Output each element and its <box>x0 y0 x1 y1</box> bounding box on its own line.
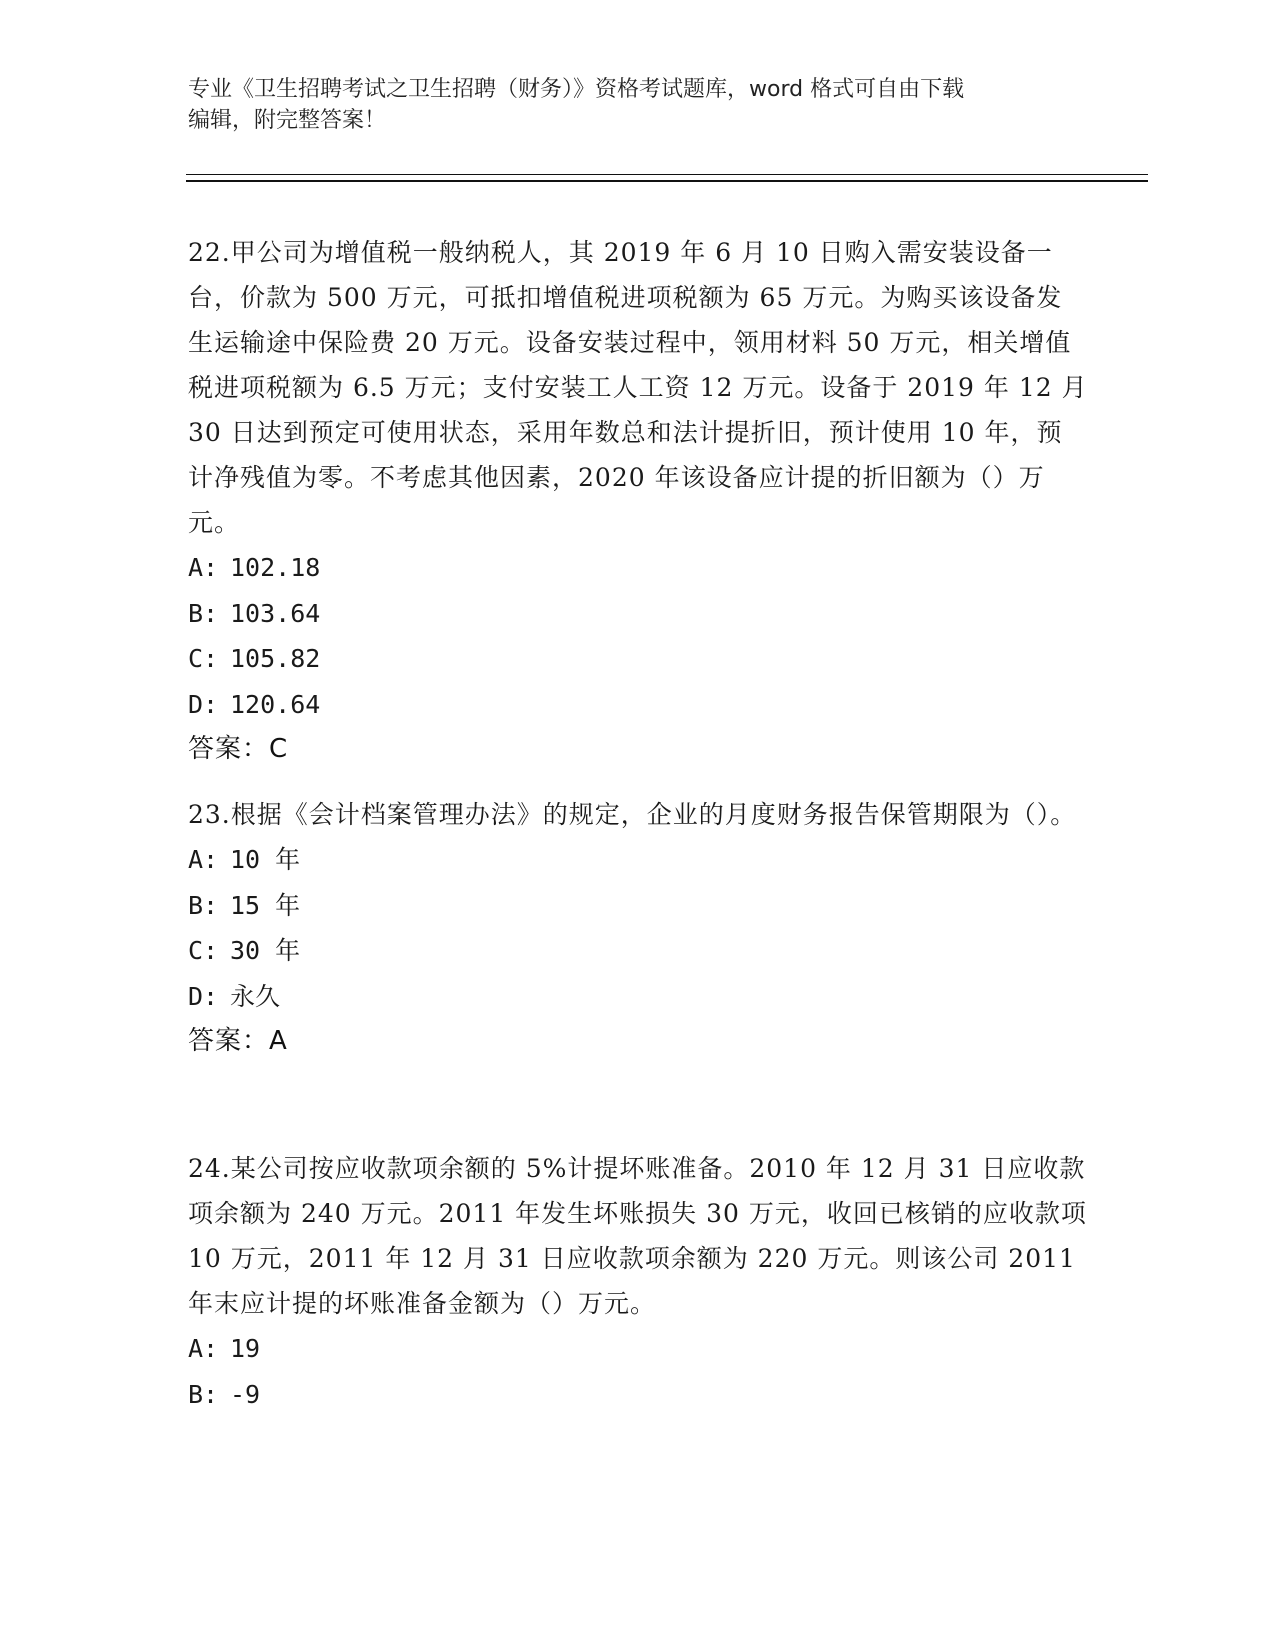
option-text: 10 年 <box>230 845 301 874</box>
question-stem: 22.甲公司为增值税一般纳税人，其 2019 年 6 月 10 日购入需安装设备一台，价款为 500 万元，可抵扣增值税进项税额为 65 万元。为购买该设备发生运输途中保险费 20 万元。设备安装过程中，领用材料 50 万元，相关增值税进项税额为 6.5 万元；支付安装工人工资 12 万元。设备于 2019 年 12 月 30 日达到预定可使用状态，采用年数总和法计提折旧，预计使用 10 年，预计净残值为零。不考虑其他因素，2020 年该设备应计提的折旧额为（）万元。 <box>188 238 1088 537</box>
header-line-1: 专业《卫生招聘考试之卫生招聘（财务）》资格考试题库，word 格式可自由下载 <box>188 77 965 102</box>
option-d <box>188 682 1088 728</box>
option-key: D: <box>188 689 219 719</box>
option-key: A: <box>188 553 219 582</box>
option-b <box>188 591 1088 637</box>
question-stem: 24.某公司按应收款项余额的 5%计提坏账准备。2010 年 12 月 31 日应收款项余额为 240 万元。2011 年发生坏账损失 30 万元，收回已核销的应收款项 10 万元，2011 年 12 月 31 日应收款项余额为 220 万元。则该公司 2011 年末应计提的坏账准备金额为（）万元。 <box>188 1154 1087 1318</box>
option-a <box>188 545 1088 591</box>
document-header <box>188 74 1088 136</box>
header-divider-thick <box>186 180 1148 182</box>
option-text: 102.18 <box>230 553 321 582</box>
option-text: 103.64 <box>230 598 321 628</box>
header-divider-thin <box>186 174 1148 175</box>
option-b <box>188 883 1088 929</box>
option-b <box>188 1372 1088 1418</box>
option-text: 120.64 <box>230 689 321 719</box>
option-key: B: <box>188 890 219 920</box>
question-stem: 23.根据《会计档案管理办法》的规定，企业的月度财务报告保管期限为（）。 <box>188 800 1077 829</box>
option-c <box>188 636 1088 682</box>
answer: 答案：C <box>188 734 289 764</box>
option-c <box>188 928 1088 974</box>
question-23 <box>188 792 1088 1064</box>
option-text: 30 年 <box>230 936 301 965</box>
option-key: B: <box>188 598 219 628</box>
answer: 答案：A <box>188 1026 288 1056</box>
option-text: 105.82 <box>230 644 321 673</box>
question-24 <box>188 1146 1088 1417</box>
option-a <box>188 1326 1088 1372</box>
option-key: A: <box>188 1334 219 1363</box>
option-key: D: <box>188 981 219 1011</box>
option-key: A: <box>188 845 219 874</box>
option-text: 19 <box>230 1334 261 1363</box>
option-a <box>188 837 1088 883</box>
option-text: -9 <box>230 1379 261 1409</box>
option-text: 15 年 <box>230 890 301 920</box>
option-text: 永久 <box>230 981 281 1011</box>
option-key: C: <box>188 644 219 673</box>
option-key: C: <box>188 936 219 965</box>
header-line-2: 编辑，附完整答案！ <box>188 108 387 133</box>
option-key: B: <box>188 1379 219 1409</box>
question-22 <box>188 230 1088 772</box>
option-d <box>188 974 1088 1020</box>
